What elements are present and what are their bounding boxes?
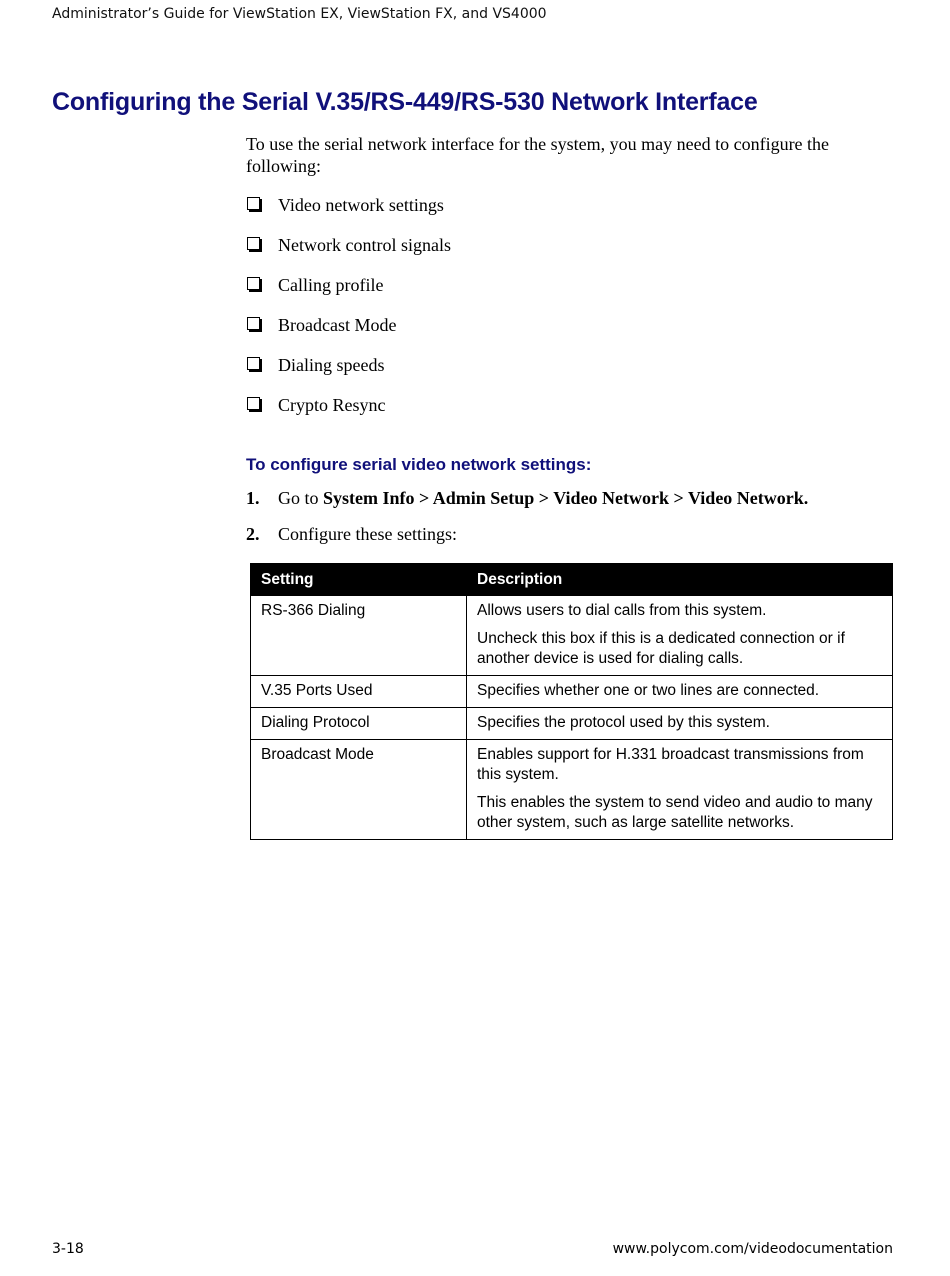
table-row	[251, 596, 893, 676]
description-cell: Allows users to dial calls from this system. Uncheck this box if this is a dedicated connection or if another device is used for dialing calls.	[467, 596, 893, 676]
checkbox-icon	[247, 237, 260, 250]
setting-cell: Broadcast Mode	[251, 740, 467, 840]
table-row	[251, 740, 893, 840]
checklist-item: Crypto Resync	[246, 394, 896, 434]
checkbox-icon	[247, 197, 260, 210]
table-header-row	[251, 564, 893, 596]
checklist-item: Video network settings	[246, 194, 896, 234]
step-number: 2.	[246, 524, 260, 544]
checklist-item: Network control signals	[246, 234, 896, 274]
step-number: 1.	[246, 488, 260, 508]
procedure-step	[246, 523, 896, 559]
checkbox-icon	[247, 317, 260, 330]
description-cell: Enables support for H.331 broadcast transmissions from this system. This enables the system to send video and audio to many other system, such as large satellite networks.	[467, 740, 893, 840]
checklist-item: Calling profile	[246, 274, 896, 314]
setting-cell: Dialing Protocol	[251, 708, 467, 740]
page-number: 3-18	[52, 1241, 84, 1257]
footer-url: www.polycom.com/videodocumentation	[612, 1241, 893, 1257]
checkbox-icon	[247, 277, 260, 290]
description-cell: Specifies the protocol used by this system.	[467, 708, 893, 740]
setting-cell: V.35 Ports Used	[251, 676, 467, 708]
step-text: Configure these settings:	[278, 524, 457, 544]
procedure-steps	[246, 487, 896, 559]
table-row	[251, 676, 893, 708]
description-cell: Specifies whether one or two lines are connected.	[467, 676, 893, 708]
intro-paragraph: To use the serial network interface for the system, you may need to configure the following:	[246, 134, 830, 176]
checkbox-icon	[247, 397, 260, 410]
checklist-item: Broadcast Mode	[246, 314, 896, 354]
running-header: Administrator’s Guide for ViewStation EX, ViewStation FX, and VS4000	[52, 6, 547, 22]
checkbox-icon	[247, 357, 260, 370]
column-header-description: Description	[467, 564, 893, 596]
settings-table	[250, 563, 893, 840]
content-body	[246, 133, 896, 559]
checklist-item: Dialing speeds	[246, 354, 896, 394]
procedure-step	[246, 487, 896, 523]
procedure-heading: To configure serial video network settings:	[246, 455, 592, 474]
table-row	[251, 708, 893, 740]
menu-path: System Info > Admin Setup > Video Network > Video Network.	[323, 488, 809, 508]
column-header-setting: Setting	[251, 564, 467, 596]
config-checklist	[246, 194, 896, 434]
setting-cell: RS-366 Dialing	[251, 596, 467, 676]
step-text: Go to	[278, 488, 323, 508]
section-title: Configuring the Serial V.35/RS-449/RS-530 Network Interface	[52, 88, 758, 116]
